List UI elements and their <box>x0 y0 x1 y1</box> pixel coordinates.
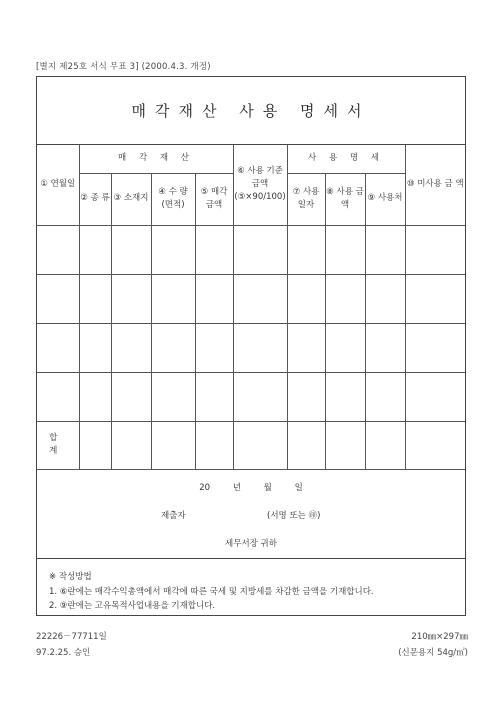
table-cell[interactable] <box>195 421 233 469</box>
col-group-usage: 사 용 명 세 <box>287 145 405 173</box>
instruction-item: 1. ⑥란에는 매각수익총액에서 매각에 따른 국세 및 지방세를 차감한 금액을 기재합니다. <box>49 587 374 597</box>
table-cell[interactable] <box>195 323 233 372</box>
table-cell[interactable] <box>37 372 79 421</box>
table-cell[interactable] <box>79 372 111 421</box>
table-cell[interactable] <box>151 274 195 323</box>
table-cell[interactable] <box>111 421 151 469</box>
table-cell[interactable] <box>151 372 195 421</box>
recipient-line: 세무서장 귀하 <box>225 539 277 549</box>
table-cell[interactable] <box>405 372 465 421</box>
table-cell[interactable] <box>151 225 195 274</box>
table-cell[interactable] <box>325 225 365 274</box>
signature-label: (서명 또는 ㊞) <box>267 511 321 521</box>
col-header-use-place: ⑨ 사용처 <box>365 173 405 225</box>
table-cell[interactable] <box>233 225 287 274</box>
table-cell[interactable] <box>405 274 465 323</box>
table-cell[interactable] <box>365 421 405 469</box>
table-cell[interactable] <box>79 421 111 469</box>
col-header-type: ② 종 류 <box>79 173 111 225</box>
paper-spec: (신문용지 54g/㎡) <box>398 648 468 658</box>
approval-date: 97.2.25. 승인 <box>36 648 91 658</box>
table-cell[interactable] <box>111 323 151 372</box>
form-reference-note: [별지 제25호 서식 무표 3] (2000.4.3. 개정) <box>36 62 211 72</box>
form-code: 22226－77711일 <box>36 632 107 642</box>
table-row <box>37 274 465 323</box>
table-cell[interactable] <box>405 323 465 372</box>
col-header-date: ① 연월일 <box>37 145 79 225</box>
table-cell[interactable] <box>37 274 79 323</box>
form-frame <box>36 76 466 616</box>
table-cell[interactable] <box>151 421 195 469</box>
instructions-section <box>37 559 465 617</box>
table-cell[interactable] <box>233 323 287 372</box>
table-cell[interactable] <box>195 225 233 274</box>
table-cell[interactable] <box>325 372 365 421</box>
table-cell[interactable] <box>325 323 365 372</box>
table-row <box>37 372 465 421</box>
paper-size: 210㎜×297㎜ <box>411 632 468 642</box>
col-header-quantity: ④ 수 량 (면적) <box>151 173 195 225</box>
col-group-sale-asset: 매 각 재 산 <box>79 145 233 173</box>
table-cell[interactable] <box>37 225 79 274</box>
table-cell[interactable] <box>79 274 111 323</box>
table-cell[interactable] <box>287 225 325 274</box>
col-header-use-amount: ⑧ 사용 금액 <box>325 173 365 225</box>
table-cell[interactable] <box>365 323 405 372</box>
sum-row <box>37 421 465 469</box>
table-cell[interactable] <box>365 372 405 421</box>
table-cell[interactable] <box>233 421 287 469</box>
table-cell[interactable] <box>287 421 325 469</box>
table-cell[interactable] <box>287 372 325 421</box>
table-cell[interactable] <box>233 372 287 421</box>
usage-table <box>37 145 465 470</box>
table-cell[interactable] <box>79 323 111 372</box>
col-header-location: ③ 소재지 <box>111 173 151 225</box>
table-cell[interactable] <box>287 274 325 323</box>
table-row <box>37 323 465 372</box>
form-title: 매각재산 사용 명세서 <box>37 77 465 145</box>
table-cell[interactable] <box>325 421 365 469</box>
col-header-unused-amount: ⑩ 미사용 금 액 <box>405 145 465 225</box>
table-cell[interactable] <box>111 225 151 274</box>
instructions-heading: ※ 작성방법 <box>49 572 92 582</box>
col-header-sale-amount: ⑤ 매각 금액 <box>195 173 233 225</box>
table-cell[interactable] <box>365 225 405 274</box>
table-row <box>37 225 465 274</box>
submitter-label: 제출자 <box>161 511 186 521</box>
table-cell[interactable] <box>325 274 365 323</box>
table-cell[interactable] <box>195 372 233 421</box>
table-cell[interactable] <box>195 274 233 323</box>
table-cell[interactable] <box>79 225 111 274</box>
col-header-use-date: ⑦ 사용 일자 <box>287 173 325 225</box>
table-cell[interactable] <box>37 323 79 372</box>
submission-section <box>37 469 465 559</box>
table-cell[interactable] <box>287 323 325 372</box>
table-cell[interactable] <box>405 225 465 274</box>
instruction-item: 2. ⑨란에는 고유목적사업내용을 기재합니다. <box>49 601 216 611</box>
table-cell[interactable] <box>365 274 405 323</box>
table-cell[interactable] <box>233 274 287 323</box>
table-cell[interactable] <box>111 372 151 421</box>
col-header-base-amount: ⑥ 사용 기준금액 (⑤×90/100) <box>233 145 287 225</box>
submission-date[interactable]: 20 년 월 일 <box>199 483 303 493</box>
table-cell[interactable] <box>151 323 195 372</box>
table-cell[interactable] <box>111 274 151 323</box>
table-cell[interactable] <box>405 421 465 469</box>
sum-row-label: 합 계 <box>37 421 79 469</box>
